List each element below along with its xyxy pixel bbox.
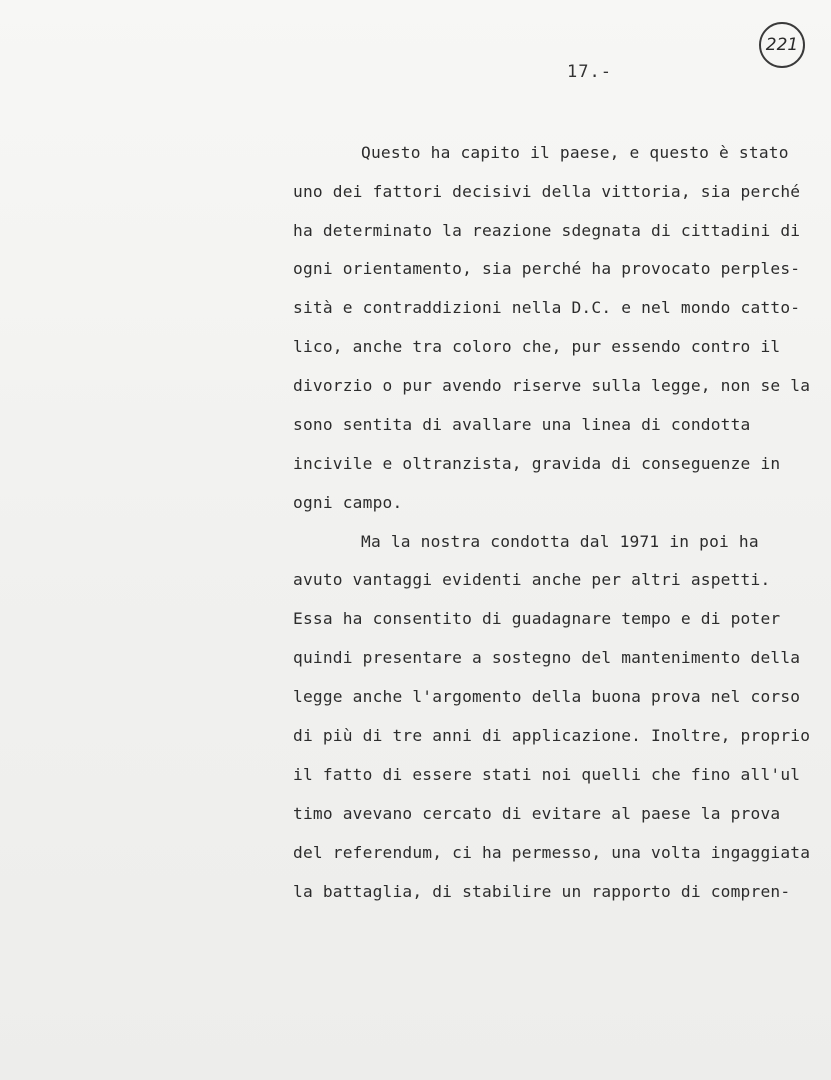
- text-line: ogni campo.: [293, 493, 403, 512]
- text-line: divorzio o pur avendo riserve sulla legge, non se la: [293, 376, 811, 395]
- text-line: uno dei fattori decisivi della vittoria, sia perché: [293, 182, 801, 201]
- text-line: lico, anche tra coloro che, pur essendo contro il: [293, 337, 781, 356]
- text-line: quindi presentare a sostegno del mantenimento della: [293, 648, 801, 667]
- archive-stamp: 221: [759, 22, 805, 68]
- text-line: ha determinato la reazione sdegnata di cittadini di: [293, 221, 801, 240]
- text-line: timo avevano cercato di evitare al paese la prova: [293, 804, 781, 823]
- text-line: del referendum, ci ha permesso, una volta ingaggiata: [293, 843, 811, 862]
- text-line: legge anche l'argomento della buona prova nel corso: [293, 687, 801, 706]
- text-line: il fatto di essere stati noi quelli che fino all'ul: [293, 765, 801, 784]
- text-line: di più di tre anni di applicazione. Inoltre, proprio: [293, 726, 811, 745]
- text-line: Questo ha capito il paese, e questo è stato: [361, 143, 789, 162]
- text-line: Ma la nostra condotta dal 1971 in poi ha: [361, 532, 759, 551]
- text-line: Essa ha consentito di guadagnare tempo e di poter: [293, 609, 781, 628]
- text-line: sità e contraddizioni nella D.C. e nel mondo catto-: [293, 298, 801, 317]
- text-line: ogni orientamento, sia perché ha provocato perples-: [293, 259, 801, 278]
- text-line: incivile e oltranzista, gravida di conseguenze in: [293, 454, 781, 473]
- text-line: la battaglia, di stabilire un rapporto di compren-: [293, 882, 791, 901]
- page-number: 17.-: [567, 62, 612, 82]
- text-line: sono sentita di avallare una linea di condotta: [293, 415, 751, 434]
- text-line: avuto vantaggi evidenti anche per altri aspetti.: [293, 570, 771, 589]
